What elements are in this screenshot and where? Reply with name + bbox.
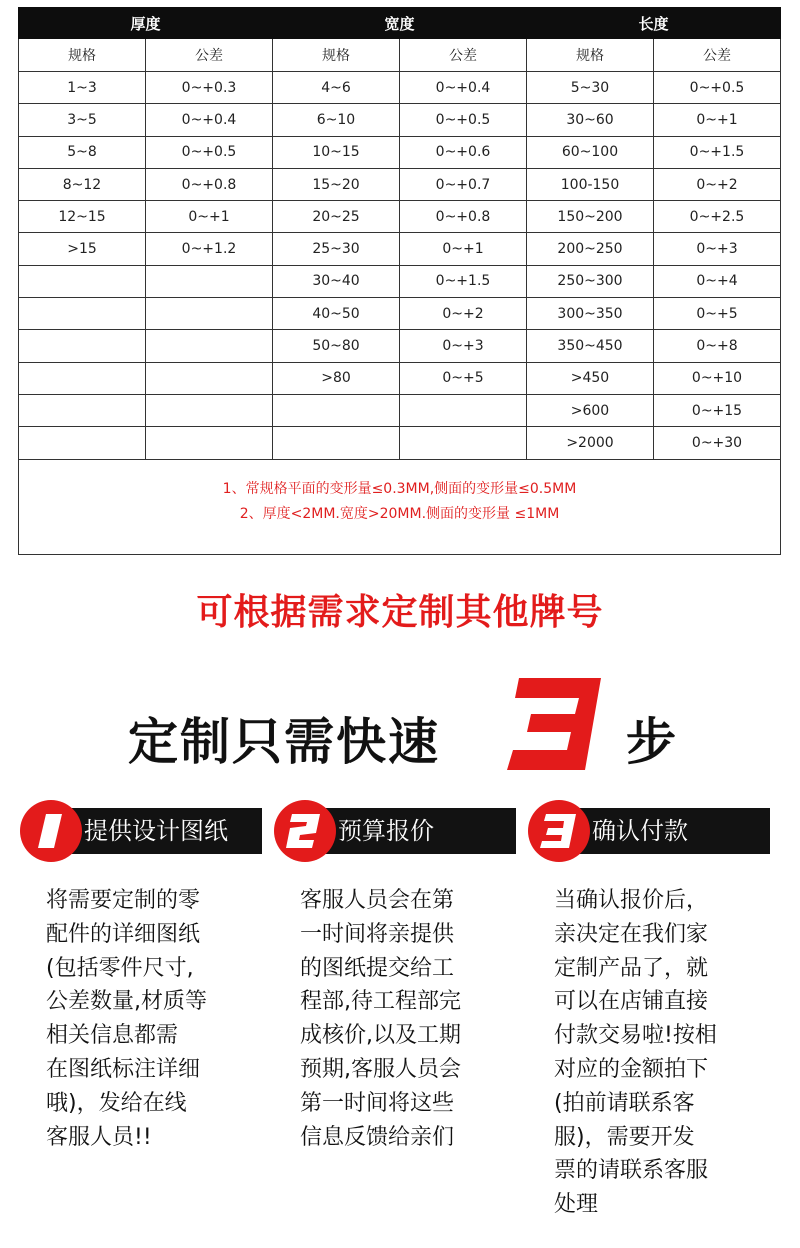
spec-cell: 30~60: [527, 104, 654, 136]
tolerance-table-section: [18, 7, 781, 460]
group-header-width: 宽度: [273, 8, 527, 39]
spec-cell: 10~15: [273, 136, 400, 168]
spec-cell: 12~15: [19, 201, 146, 233]
step-line: 配件的详细图纸: [46, 921, 201, 947]
step-title: 提供设计图纸: [42, 808, 262, 854]
spec-cell: 60~100: [527, 136, 654, 168]
table-row: [19, 394, 781, 426]
steps-title-suffix: 步: [626, 713, 676, 771]
tolerance-cell: 0~+8: [654, 330, 781, 362]
table-row: [19, 168, 781, 200]
spec-cell: 50~80: [273, 330, 400, 362]
step-line: 相关信息都需: [46, 1023, 179, 1049]
step-line: 哦)，发给在线: [46, 1090, 187, 1116]
spec-cell: 3~5: [19, 104, 146, 136]
tolerance-cell: 0~+2: [400, 298, 527, 330]
steps-title: [0, 672, 800, 782]
spec-cell: [19, 298, 146, 330]
tolerance-cell: 0~+0.4: [146, 104, 273, 136]
tolerance-cell: 0~+0.5: [146, 136, 273, 168]
sub-header-tolerance: 公差: [400, 39, 527, 72]
spec-cell: >2000: [527, 427, 654, 459]
tolerance-cell: [146, 362, 273, 394]
tolerance-cell: [400, 394, 527, 426]
tolerance-cell: 0~+3: [654, 233, 781, 265]
sub-header-spec: 规格: [19, 39, 146, 72]
spec-cell: 350~450: [527, 330, 654, 362]
group-header-row: [19, 8, 781, 39]
number-two-icon: [274, 800, 336, 862]
tolerance-cell: 0~+5: [400, 362, 527, 394]
tolerance-cell: [146, 330, 273, 362]
step-line: 客服人员会在第: [300, 888, 455, 913]
table-body: [19, 72, 781, 460]
table-row: [19, 265, 781, 297]
spec-cell: [273, 394, 400, 426]
tolerance-cell: 0~+0.4: [400, 72, 527, 104]
step-number-badge: [20, 800, 82, 862]
big-number-three-icon: [505, 672, 605, 776]
table-row: [19, 233, 781, 265]
step-line: 在图纸标注详细: [46, 1056, 201, 1082]
tolerance-table: [18, 7, 781, 460]
step-line: 亲决定在我们家: [554, 921, 709, 947]
sub-header-spec: 规格: [273, 39, 400, 72]
sub-header-spec: 规格: [527, 39, 654, 72]
table-row: [19, 427, 781, 459]
spec-cell: [19, 362, 146, 394]
spec-cell: 6~10: [273, 104, 400, 136]
note-line: 1、常规格平面的变形量≤0.3MM,侧面的变形量≤0.5MM: [222, 481, 577, 497]
tolerance-cell: 0~+1: [654, 104, 781, 136]
table-row: [19, 104, 781, 136]
spec-cell: [19, 330, 146, 362]
step-line: 可以在店铺直接: [554, 989, 709, 1015]
step-line: 的图纸提交给工: [300, 955, 455, 981]
step-description: [300, 884, 500, 1154]
tolerance-cell: 0~+30: [654, 427, 781, 459]
sub-header-tolerance: 公差: [146, 39, 273, 72]
spec-cell: [19, 427, 146, 459]
spec-cell: 25~30: [273, 233, 400, 265]
spec-cell: >80: [273, 362, 400, 394]
tolerance-cell: 0~+1.2: [146, 233, 273, 265]
spec-cell: [273, 427, 400, 459]
step-line: 定制产品了，就: [554, 955, 709, 981]
spec-cell: 250~300: [527, 265, 654, 297]
step-line: 程部,待工程部完: [300, 989, 461, 1015]
tolerance-cell: 0~+10: [654, 362, 781, 394]
table-row: [19, 201, 781, 233]
spec-cell: 200~250: [527, 233, 654, 265]
step-line: 处理: [554, 1192, 599, 1218]
tolerance-cell: 0~+1: [400, 233, 527, 265]
spec-cell: 8~12: [19, 168, 146, 200]
spec-cell: 100-150: [527, 168, 654, 200]
tolerance-cell: 0~+0.3: [146, 72, 273, 104]
step-line: 客服人员!!: [46, 1124, 152, 1150]
number-three-icon: [528, 800, 590, 862]
step-title: 确认付款: [550, 808, 770, 854]
tolerance-cell: 0~+15: [654, 394, 781, 426]
spec-cell: >15: [19, 233, 146, 265]
tolerance-cell: 0~+1: [146, 201, 273, 233]
tolerance-cell: 0~+0.5: [400, 104, 527, 136]
sub-header-row: [19, 39, 781, 72]
group-header-thickness: 厚度: [19, 8, 273, 39]
tolerance-cell: 0~+0.8: [146, 168, 273, 200]
step-line: 公差数量,材质等: [46, 989, 207, 1015]
tolerance-cell: 0~+1.5: [400, 265, 527, 297]
table-row: [19, 298, 781, 330]
tolerance-cell: [146, 394, 273, 426]
tolerance-cell: 0~+1.5: [654, 136, 781, 168]
spec-cell: 300~350: [527, 298, 654, 330]
tolerance-cell: 0~+0.7: [400, 168, 527, 200]
step-line: 付款交易啦!按相: [554, 1023, 717, 1049]
tolerance-cell: 0~+0.5: [654, 72, 781, 104]
spec-cell: 5~30: [527, 72, 654, 104]
spec-cell: 20~25: [273, 201, 400, 233]
notes-box: [18, 457, 781, 555]
step-line: 预期,客服人员会: [300, 1056, 461, 1082]
step-line: 成核价,以及工期: [300, 1023, 461, 1049]
step-line: 票的请联系客服: [554, 1158, 709, 1184]
tolerance-cell: [146, 265, 273, 297]
note-line: 2、厚度<2MM.宽度>20MM.侧面的变形量 ≤1MM: [239, 506, 560, 522]
spec-cell: 4~6: [273, 72, 400, 104]
tolerance-cell: 0~+2.5: [654, 201, 781, 233]
sub-header-tolerance: 公差: [654, 39, 781, 72]
tolerance-cell: 0~+5: [654, 298, 781, 330]
step-line: 信息反馈给亲们: [300, 1124, 455, 1150]
group-header-length: 长度: [527, 8, 781, 39]
custom-grades-headline: 可根据需求定制其他牌号: [196, 592, 604, 633]
tolerance-cell: 0~+2: [654, 168, 781, 200]
spec-cell: [19, 265, 146, 297]
spec-cell: 150~200: [527, 201, 654, 233]
step-line: 第一时间将这些: [300, 1090, 455, 1116]
tolerance-cell: [400, 427, 527, 459]
step-description: [46, 884, 246, 1154]
spec-cell: >600: [527, 394, 654, 426]
tolerance-cell: [146, 298, 273, 330]
tolerance-cell: [146, 427, 273, 459]
step-line: (包括零件尺寸,: [46, 955, 194, 981]
step-title: 预算报价: [296, 808, 516, 854]
spec-cell: 5~8: [19, 136, 146, 168]
table-row: [19, 72, 781, 104]
table-row: [19, 136, 781, 168]
step-line: 当确认报价后，: [554, 888, 709, 913]
spec-cell: >450: [527, 362, 654, 394]
tolerance-cell: 0~+0.6: [400, 136, 527, 168]
step-description: [554, 884, 754, 1222]
step-line: 服)，需要开发: [554, 1124, 695, 1150]
step-line: 对应的金额拍下: [554, 1056, 709, 1082]
spec-cell: 30~40: [273, 265, 400, 297]
tolerance-cell: 0~+0.8: [400, 201, 527, 233]
spec-cell: 1~3: [19, 72, 146, 104]
tolerance-cell: 0~+4: [654, 265, 781, 297]
spec-cell: 40~50: [273, 298, 400, 330]
step-number-badge: [528, 800, 590, 862]
number-one-icon: [20, 800, 82, 862]
table-row: [19, 330, 781, 362]
table-row: [19, 362, 781, 394]
step-number-badge: [274, 800, 336, 862]
spec-cell: [19, 394, 146, 426]
tolerance-cell: 0~+3: [400, 330, 527, 362]
spec-cell: 15~20: [273, 168, 400, 200]
step-line: 将需要定制的零: [46, 888, 201, 913]
step-line: (拍前请联系客: [554, 1090, 695, 1116]
steps-title-prefix: 定制只需快速: [128, 713, 440, 771]
step-line: 一时间将亲提供: [300, 921, 455, 947]
